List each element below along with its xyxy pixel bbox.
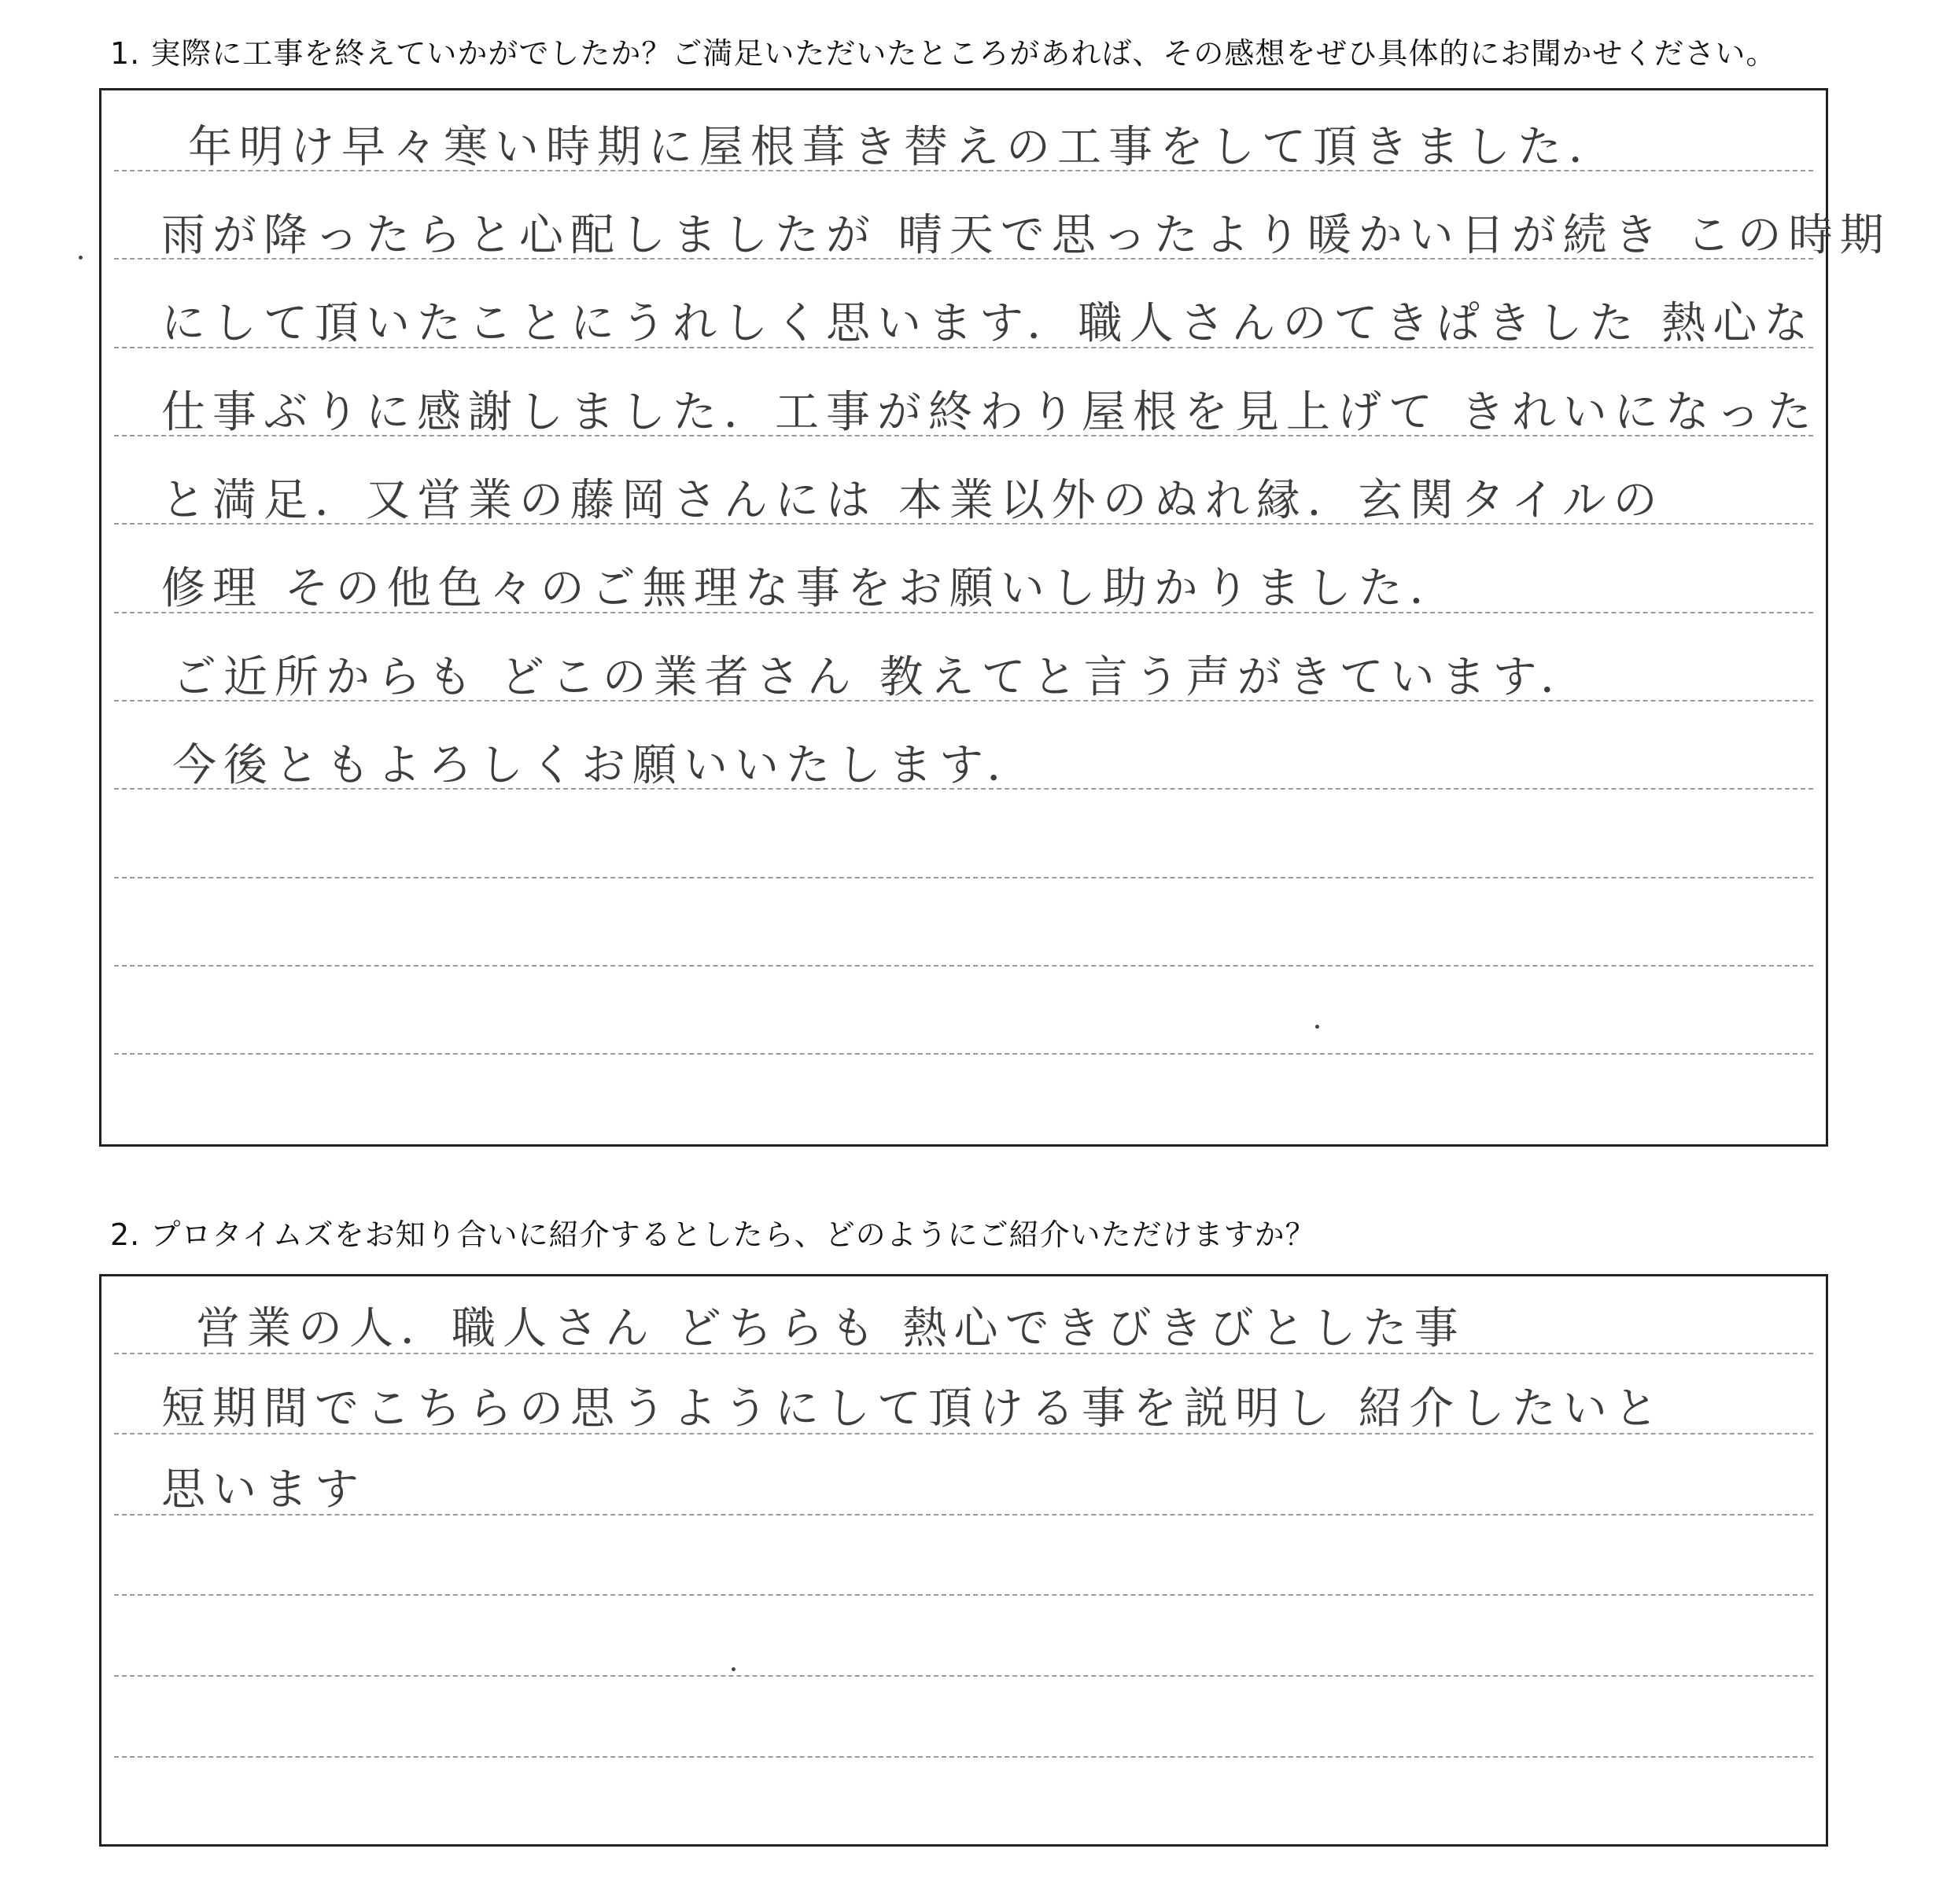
handwritten-answer-line: 修理 その他色々のご無理な事をお願いし助かりました． [161, 563, 1461, 614]
ruled-line [114, 1756, 1813, 1758]
handwritten-answer-line: 年明け早々寒い時期に屋根葺き替えの工事をして頂きました． [188, 122, 1620, 173]
handwritten-answer-line: 仕事ぶりに感謝しました．工事が終わり屋根を見上げて きれいになった [161, 387, 1819, 438]
answer-box-2 [99, 1274, 1828, 1847]
handwritten-answer-line: 雨が降ったらと心配しましたが 晴天で思ったより暖かい日が続き この時期 [161, 210, 1891, 261]
scan-speck [1315, 1025, 1319, 1029]
scan-speck [732, 1667, 736, 1671]
question-1-title: 1. 実際に工事を終えていかがでしたか？ご満足いただいたところがあれば、その感想をぜひ具体的にお聞かせください。 [110, 36, 1777, 71]
ruled-line [114, 1594, 1813, 1596]
handwritten-answer-line: と満足．又営業の藤岡さんには 本業以外のぬれ縁．玄関タイルの [161, 475, 1665, 526]
ruled-line [114, 965, 1813, 967]
handwritten-answer-line: 営業の人．職人さん どちらも 熱心できびきびとした事 [196, 1303, 1466, 1354]
ruled-line [114, 1675, 1813, 1677]
scan-speck [79, 256, 83, 260]
answer-box-1 [99, 88, 1891, 1147]
handwritten-answer-line: にして頂いたことにうれしく思います．職人さんのてきぱきした 熱心な [161, 298, 1816, 349]
ruled-line [114, 877, 1813, 878]
ruled-line [114, 1514, 1813, 1515]
ruled-line [114, 1053, 1813, 1055]
question-2-title: 2. プロタイムズをお知り合いに紹介するとしたら、どのようにご紹介いただけますか？ [110, 1217, 1316, 1252]
handwritten-answer-line: 思います [161, 1464, 366, 1515]
handwritten-answer-line: 短期間でこちらの思うようにして頂ける事を説明し 紹介したいと [161, 1383, 1665, 1434]
handwritten-answer-line: 今後ともよろしくお願いいたします． [172, 740, 1038, 791]
handwritten-answer-line: ご近所からも どこの業者さん 教えてと言う声がきています． [172, 652, 1592, 703]
